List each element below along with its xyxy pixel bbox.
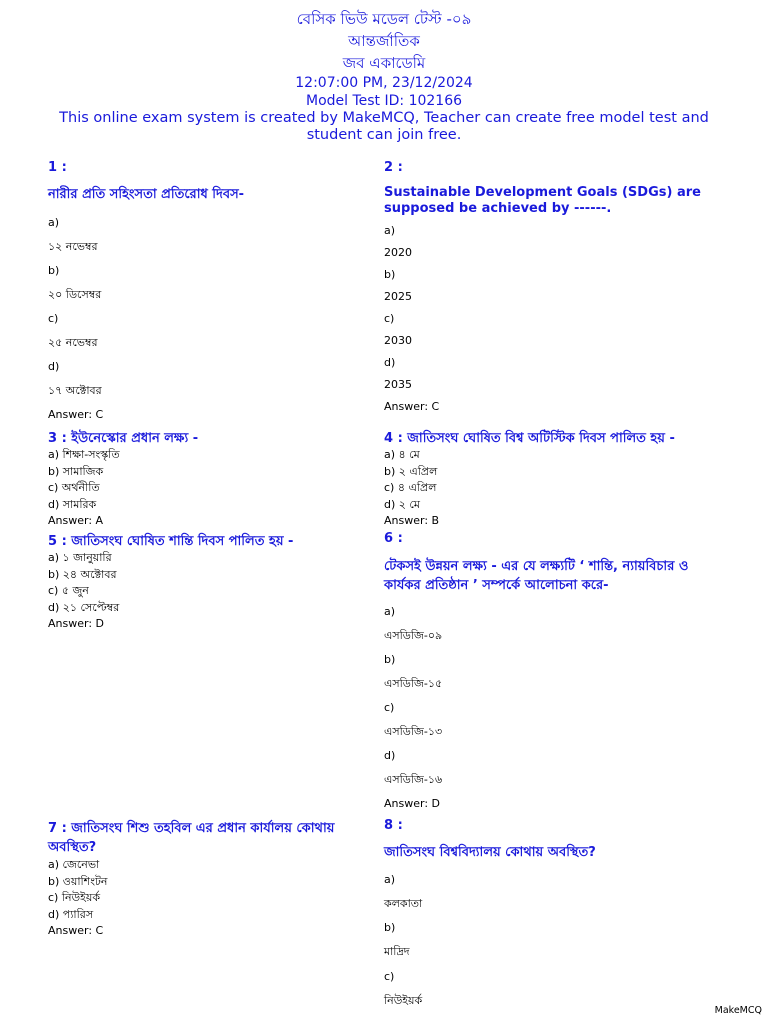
question-number: 2 : <box>384 160 403 175</box>
option: c) নিউইয়র্ক <box>48 891 101 904</box>
question-3 <box>48 430 368 530</box>
option-label: b) <box>384 268 396 281</box>
answer: Answer: D <box>384 797 440 810</box>
footer-brand: MakeMCQ <box>714 1005 762 1016</box>
question-number: 8 : <box>384 818 403 833</box>
option: a) শিক্ষা-সংস্কৃতি <box>48 448 120 461</box>
option: a) ১ জানুয়ারি <box>48 551 112 564</box>
option-value: 2035 <box>384 378 412 391</box>
option: d) ২১ সেপ্টেম্বর <box>48 600 120 614</box>
option-label: b) <box>384 921 396 934</box>
option-value: নিউইয়র্ক <box>384 994 423 1007</box>
option: b) ওয়াশিংটন <box>48 874 108 888</box>
page-header <box>0 8 768 144</box>
option-value: এসডিজি-১৫ <box>384 677 443 690</box>
question-5 <box>48 533 368 633</box>
option: b) ২৪ অক্টোবর <box>48 567 117 581</box>
option-label: a) <box>384 873 396 886</box>
option: a) জেনেভা <box>48 858 100 871</box>
test-title: বেসিক ভিউ মডেল টেস্ট -০৯ <box>296 10 472 28</box>
option-label: c) <box>384 970 395 983</box>
option: c) ৫ জুন <box>48 584 89 597</box>
option-label: d) <box>384 356 396 369</box>
answer: Answer: C <box>384 400 440 413</box>
option-value: 2030 <box>384 334 412 347</box>
option: d) প্যারিস <box>48 907 94 921</box>
option-label: b) <box>384 653 396 666</box>
option: b) সামাজিক <box>48 464 104 478</box>
answer: Answer: C <box>48 408 104 421</box>
option: d) সামরিক <box>48 497 97 511</box>
question-text: Sustainable Development Goals (SDGs) are supposed be achieved by ------. <box>384 185 701 216</box>
option-value: এসডিজি-১৬ <box>384 773 443 786</box>
option-label: c) <box>48 312 59 325</box>
question-text: 5 : জাতিসংঘ ঘোষিত শান্তি দিবস পালিত হয় - <box>48 534 294 549</box>
option-value: এসডিজি-০৯ <box>384 629 443 642</box>
test-id: Model Test ID: 102166 <box>305 93 463 109</box>
question-number: 1 : <box>48 160 67 175</box>
option-value: ২৫ নভেম্বর <box>48 336 98 349</box>
option-value: মাদ্রিদ <box>384 945 410 958</box>
option-label: d) <box>48 360 60 373</box>
option: a) ৪ মে <box>384 448 420 461</box>
option-value: 2020 <box>384 246 412 259</box>
option-label: b) <box>48 264 60 277</box>
option: c) অর্থনীতি <box>48 481 100 494</box>
option-label: a) <box>384 605 396 618</box>
question-4 <box>384 430 724 530</box>
option-value: এসডিজি-১৩ <box>384 725 443 738</box>
option-label: d) <box>384 749 396 762</box>
subject: আন্তর্জাতিক <box>348 32 420 50</box>
datetime: 12:07:00 PM, 23/12/2024 <box>295 75 473 91</box>
option-value: কলকাতা <box>384 897 423 910</box>
option-value: ১৭ অক্টোবর <box>48 384 102 397</box>
option-label: a) <box>384 224 396 237</box>
option-label: a) <box>48 216 60 229</box>
option: c) ৪ এপ্রিল <box>384 481 437 494</box>
option: b) ২ এপ্রিল <box>384 464 438 478</box>
option-value: 2025 <box>384 290 412 303</box>
question-text: জাতিসংঘ বিশ্ববিদ্যালয় কোথায় অবস্থিত? <box>384 845 596 860</box>
option-value: ১২ নভেম্বর <box>48 240 98 253</box>
question-text: 3 : ইউনেস্কোর প্রধান লক্ষ্য - <box>48 431 199 446</box>
question-text: নারীর প্রতি সহিংসতা প্রতিরোধ দিবস- <box>48 187 245 202</box>
answer: Answer: C <box>48 924 104 937</box>
question-text: 7 : জাতিসংঘ শিশু তহবিল এর প্রধান কার্যালয় কোথায় অবস্থিত? <box>48 821 335 855</box>
option: d) ২ মে <box>384 497 420 511</box>
answer: Answer: A <box>48 514 104 527</box>
academy-name: জব একাডেমি <box>342 54 426 72</box>
question-number: 6 : <box>384 531 403 546</box>
question-text: টেকসই উন্নয়ন লক্ষ্য - এর যে লক্ষ্যটি ‘ শান্তি, ন্যায়বিচার ও কার্যকর প্রতিষ্ঠান ’ সম্পর্কে আলোচনা করে- <box>384 559 689 593</box>
question-text: 4 : জাতিসংঘ ঘোষিত বিশ্ব অটিস্টিক দিবস পালিত হয় - <box>384 431 675 446</box>
option-value: ২০ ডিসেম্বর <box>48 288 102 301</box>
answer: Answer: B <box>384 514 440 527</box>
option-label: c) <box>384 701 395 714</box>
answer: Answer: D <box>48 617 104 630</box>
option-label: c) <box>384 312 395 325</box>
question-7 <box>48 819 348 940</box>
header-note: This online exam system is created by MakeMCQ, Teacher can create free model test and student can join free. <box>59 110 709 143</box>
